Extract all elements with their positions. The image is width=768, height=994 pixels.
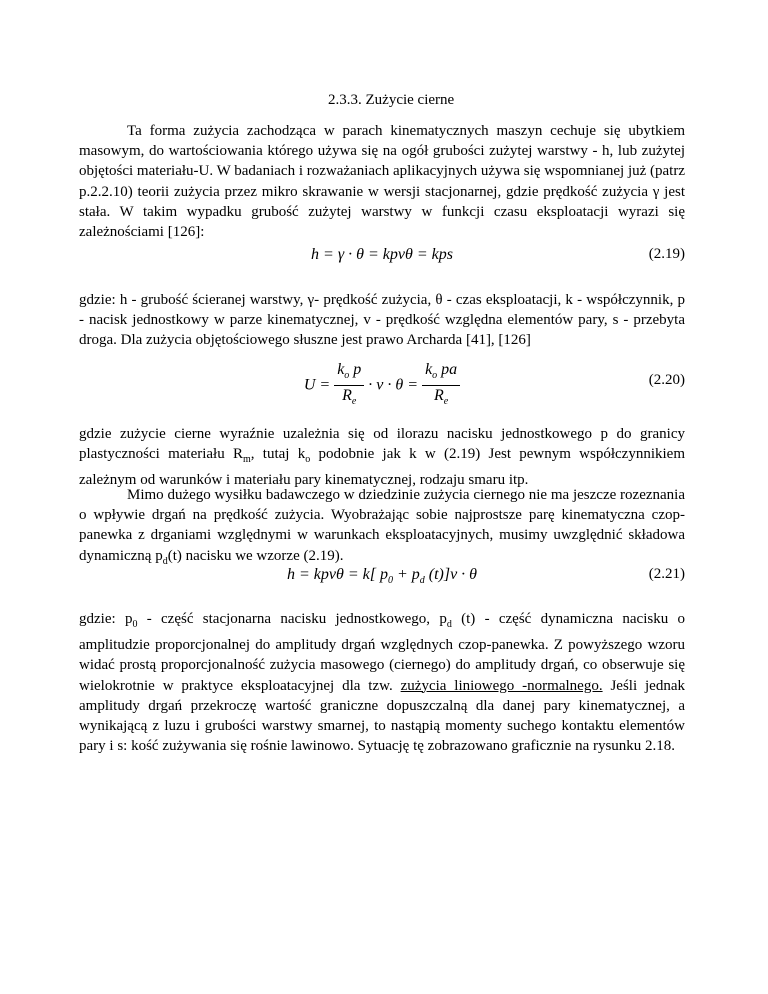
subscript-m: m bbox=[242, 454, 251, 466]
paragraph-conclusion-c: (t) - część dynamiczna nacisku o amplitudzie proporcjonalnej do amplitudy drgań względnych czop-panewka. Z powyższego wzoru widać prostą proporcjonalność zużycia masowego (ciernego) do amplitudy drgań, co obserwuje się wielokrotnie w praktyce eksploatacyjnej dla tzw. bbox=[79, 611, 685, 694]
paragraph-conclusion-d: Jeśli jednak amplitudy drgań przekroczę wartość graniczne dopuszczalną dla danej pary kinematycznej, a wynikającą z luzu i grubości warstwy smarnej, to nastąpią momenty suchego kontaktu elementów pary i s: kość zużywania się rośnie lawinowo. Sytuację tę zobrazowano graficznie na rysunku 2.18. bbox=[79, 677, 685, 755]
equation-2-21-subd: d bbox=[419, 575, 425, 587]
underlined-term: zużycia liniowego -normalnego. bbox=[400, 677, 603, 694]
subscript-d: d bbox=[162, 555, 168, 567]
subscript-d-2: d bbox=[446, 619, 452, 630]
subscript-o: o bbox=[305, 454, 311, 466]
equation-2-20-lhs: U = bbox=[303, 376, 331, 394]
equation-2-21-b: + p bbox=[392, 566, 420, 583]
paragraph-conclusion-a: gdzie: p bbox=[79, 611, 133, 627]
paragraph-archard bbox=[79, 424, 685, 491]
frac1-denominator: R bbox=[342, 387, 352, 405]
paragraph-archard-c: podobnie jak k w (2.19) Jest pewnym współczynnikiem zależnym od warunków i materiału pary kinematycznej, rodzaju smaru itp. bbox=[79, 446, 685, 489]
paragraph-conclusion-b: - część stacjonarna nacisku jednostkowego, p bbox=[137, 611, 447, 627]
equation-2-19-formula: h = γ · θ = kpvθ = kps bbox=[311, 246, 453, 263]
paragraph-vibrations-a: Mimo dużego wysiłku badawczego w dziedzinie zużycia ciernego nie ma jeszcze rozeznania o wpływie drgań na prędkość zużycia. Wyobrażając sobie najprostsze parę kinematyczna czop-panewka z drganiami względnymi w warunkach eksploatacyjnych, musimy uwzględnić składowa dynamiczną p bbox=[79, 487, 685, 564]
paragraph-archard-a: gdzie zużycie cierne wyraźnie uzależnia się od ilorazu nacisku jednostkowego p do granicy plastyczności materiału R bbox=[79, 426, 685, 463]
equation-2-20-fraction-1 bbox=[334, 360, 364, 411]
paragraph-intro-text: Ta forma zużycia zachodząca w parach kinematycznych maszyn cechuje się ubytkiem masowym, do wartościowania którego używa się na ogół grubości zużytej warstwy - h, lub zużytej objętości materiału-U. W badaniach i rozważaniach aplikacyjnych używa się wspomnianej już (patrz p.2.2.10) teorii zużycia przez mikro skrawanie w wersji stacjonarnej, gdzie prędkość zużycia γ jest stała. W takim wypadku grubość zużytej warstwy w funkcji czasu eksploatacji wyrazi się zależnościami [126]: bbox=[79, 123, 685, 241]
equation-2-21-a: h = kpvθ = k[ p bbox=[286, 566, 388, 583]
frac2-numerator-sub: o bbox=[432, 370, 438, 382]
frac2-numerator: k bbox=[425, 361, 433, 378]
equation-2-20 bbox=[79, 360, 685, 406]
section-heading: 2.3.3. Zużycie cierne bbox=[328, 92, 455, 108]
frac1-numerator-tail: p bbox=[349, 361, 362, 378]
paragraph-archard-b: , tutaj k bbox=[250, 446, 306, 463]
frac1-numerator-sub: o bbox=[344, 370, 350, 382]
equation-2-20-fraction-2 bbox=[422, 360, 460, 411]
equation-2-19 bbox=[79, 246, 685, 286]
frac2-numerator-tail: pa bbox=[437, 361, 458, 378]
paragraph-vibrations-b: (t) nacisku we wzorze (2.19). bbox=[167, 547, 344, 564]
paragraph-symbols: gdzie: h - grubość ścieranej warstwy, γ- prędkość zużycia, θ - czas eksploatacji, k - współczynnik, p - nacisk jednostkowy w parze kinematycznej, v - prędkość względna elementów pary, s - przebyta droga. Dla zużycia objętościowego słuszne jest prawo Archarda [41], [126] bbox=[79, 292, 685, 349]
equation-2-21-c: (t)]v · θ bbox=[424, 566, 478, 583]
paragraph-conclusion bbox=[79, 609, 685, 756]
equation-2-20-middle: · v · θ = bbox=[368, 376, 419, 394]
equation-2-21-formula bbox=[79, 566, 685, 586]
equation-2-20-number: (2.20) bbox=[648, 372, 685, 388]
equation-2-21 bbox=[79, 566, 685, 606]
equation-2-19-number: (2.19) bbox=[648, 246, 685, 262]
frac1-denominator-sub: e bbox=[351, 396, 357, 408]
equation-2-21-number: (2.21) bbox=[648, 566, 685, 582]
frac1-numerator: k bbox=[337, 361, 345, 378]
frac2-denominator-sub: e bbox=[443, 396, 449, 408]
frac2-denominator: R bbox=[434, 387, 444, 405]
equation-2-21-sub0: 0 bbox=[387, 575, 393, 587]
equation-2-20-formula bbox=[79, 360, 685, 411]
paragraph-intro bbox=[79, 121, 685, 242]
paragraph-vibrations bbox=[79, 485, 685, 572]
subscript-0: 0 bbox=[132, 619, 138, 630]
